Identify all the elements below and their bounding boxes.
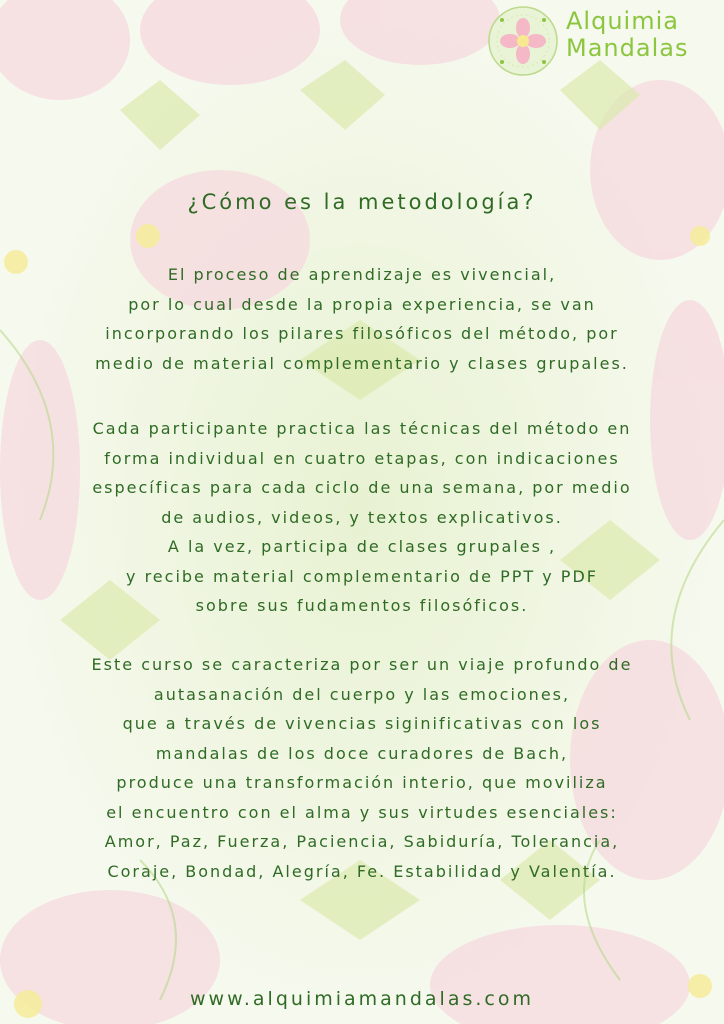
text-line: incorporando los pilares filosóficos del método, por — [105, 324, 619, 343]
text-line: A la vez, participa de clases grupales , — [167, 537, 557, 556]
text-line: Amor, Paz, Fuerza, Paciencia, Sabiduría, Tolerancia, — [104, 832, 620, 851]
page-title: ¿Cómo es la metodología? — [187, 190, 537, 214]
logo-line-1: Alquimia — [566, 7, 679, 35]
text-line: por lo cual desde la propia experiencia, se van — [128, 294, 596, 314]
text-line: autasanación del cuerpo y las emociones, — [153, 684, 571, 704]
text-line: de audios, videos, y textos explicativos. — [161, 507, 563, 527]
logo-wordmark — [566, 8, 688, 62]
text-line: Coraje, Bondad, Alegría, Fe. Estabilidad y Valentía. — [107, 861, 617, 881]
paragraph-course-description — [0, 650, 724, 886]
website-url: www.alquimiamandalas.com — [190, 988, 534, 1010]
brand-logo — [486, 2, 716, 82]
text-line: medio de material complementario y clases grupales. — [95, 353, 629, 373]
text-line: sobre sus fudamentos filosóficos. — [195, 596, 529, 615]
paragraph-participant-practice — [0, 414, 724, 621]
text-line: Cada participante practica las técnicas del método en — [92, 419, 632, 438]
paragraph-learning-process — [0, 260, 724, 378]
text-line: específicas para cada ciclo de una semana, por medio — [92, 478, 632, 497]
text-line: El proceso de aprendizaje es vivencial, — [167, 265, 557, 284]
text-line: mandalas de los doce curadores de Bach, — [155, 743, 569, 763]
text-line: forma individual en cuatro etapas, con indicaciones — [104, 448, 620, 468]
text-line: y recibe material complementario de PPT y PDF — [126, 566, 598, 586]
text-line: que a través de vivencias siginificativas con los — [122, 714, 602, 733]
logo-line-2: Mandalas — [566, 34, 689, 62]
text-line: Este curso se caracteriza por ser un viaje profundo de — [91, 655, 633, 674]
text-line: produce una transformación interio, que moviliza — [116, 773, 608, 792]
text-line: el encuentro con el alma y sus virtudes esenciales: — [106, 802, 618, 822]
mandala-logo-icon — [486, 4, 560, 78]
